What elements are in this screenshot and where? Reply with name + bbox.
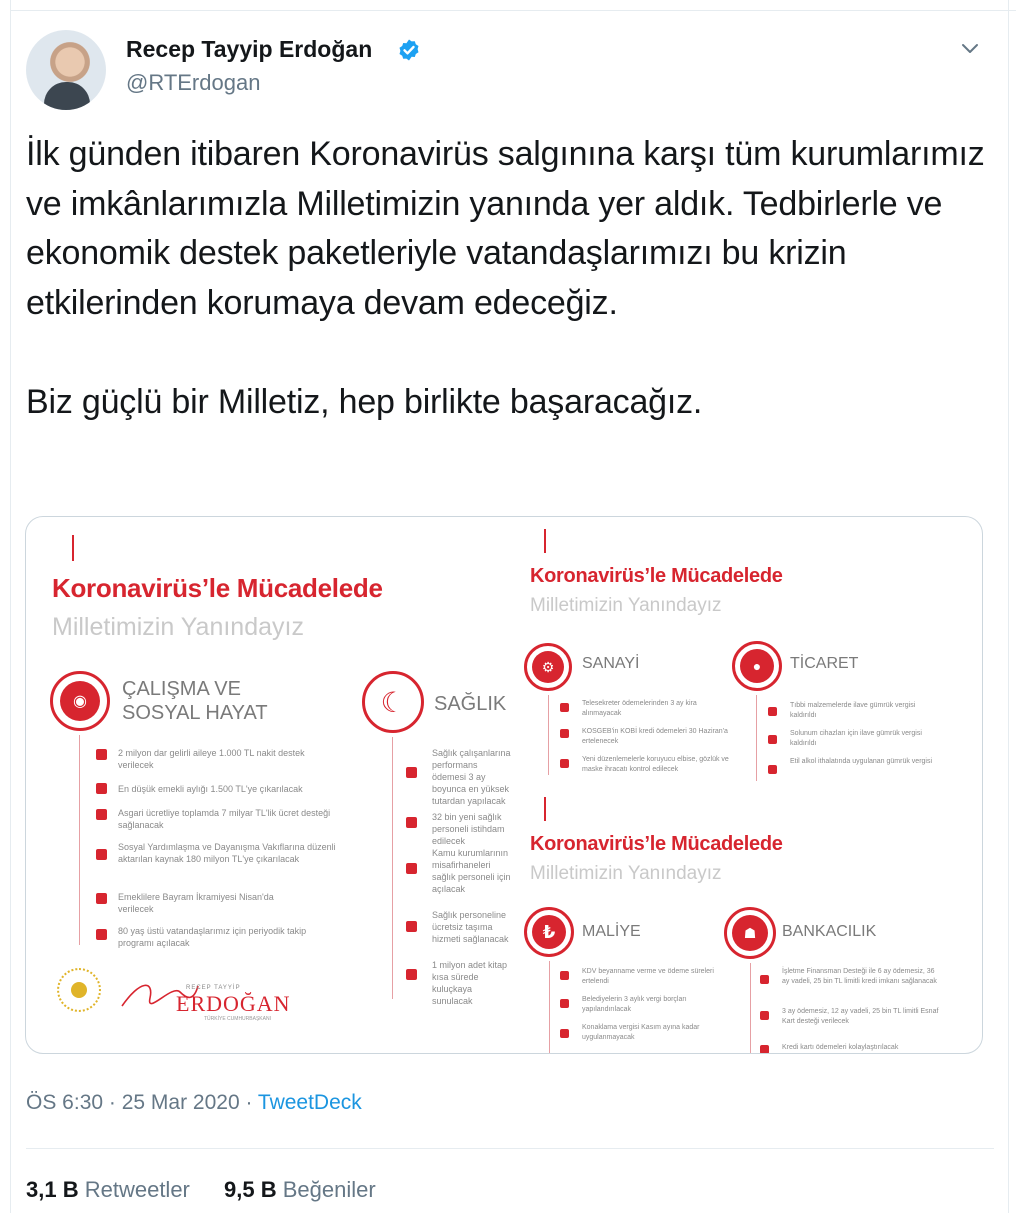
list-item: 2 milyon dar gelirli aileye 1.000 TL nakit destek verilecek xyxy=(118,748,305,770)
tweet-source-link[interactable]: TweetDeck xyxy=(257,1091,362,1114)
gears-icon: ⚙ xyxy=(524,643,572,691)
coin-icon xyxy=(96,809,107,820)
list-item: Tıbbi malzemelerde ilave gümrük vergisi kaldırıldı xyxy=(790,702,916,719)
crescent-icon: ☾ xyxy=(362,671,424,733)
list-item: Yeni düzenlemelerle koruyucu elbise, gözlük ve maske ihracatı kontrol edilecek xyxy=(582,756,729,773)
timeline-line xyxy=(750,963,751,1054)
tweet-paragraph: İlk günden itibaren Koronavirüs salgınına karşı tüm kurumlarımız ve imkânlarımızla Milletimizin yanında yer aldık. Tedbirlerle ve ekonomik destek paketleriyle vatandaşlarımızı bu krizin etkilerinden korumaya devam edeceğiz. xyxy=(26,135,985,322)
list-item: Kredi kartı ödemeleri kolaylaştırılacak xyxy=(782,1044,899,1051)
frame-top-border xyxy=(10,10,1016,11)
chevron-down-icon[interactable] xyxy=(958,36,982,60)
tweet-meta xyxy=(26,1091,362,1115)
list-item: Emeklilere Bayram İkramiyesi Nisan'da verilecek xyxy=(118,892,274,914)
credit-card-icon xyxy=(760,1045,769,1054)
infographic-title: Koronavirüs’le Mücadelede xyxy=(530,565,783,587)
finance-icon xyxy=(760,975,769,984)
mask-icon xyxy=(560,759,569,768)
infographic-subtitle: Milletimizin Yanındayız xyxy=(530,595,722,616)
tweet-media[interactable] xyxy=(25,516,983,1054)
respirator-icon xyxy=(768,735,777,744)
accent-bar xyxy=(544,797,546,821)
list-item: Sosyal Yardımlaşma ve Dayanışma Vakıflarına düzenli aktarılan kaynak 180 milyon TL'ye çıkarılacak xyxy=(118,842,336,864)
likes-label: Beğeniler xyxy=(282,1177,376,1202)
tweet-text xyxy=(26,130,996,427)
tweet-timestamp[interactable]: ÖS 6:30 · 25 Mar 2020 · xyxy=(26,1091,258,1114)
document-icon xyxy=(560,999,569,1008)
calisma-circle-icon: ◉ xyxy=(50,671,110,731)
list-item: KOSGEB'in KOBİ kredi ödemeleri 30 Haziran'a ertelenecek xyxy=(582,728,728,745)
list-item: Etil alkol ithalatında uygulanan gümrük vergisi xyxy=(790,758,933,765)
section-title-ticaret: TİCARET xyxy=(790,655,859,672)
frame-right-border xyxy=(1008,0,1009,1213)
tweet-paragraph: Biz güçlü bir Milletiz, hep birlikte başaracağız. xyxy=(26,382,703,421)
likes-count: 9,5 B xyxy=(224,1177,277,1202)
signature-title: TÜRKİYE CUMHURBAŞKANI xyxy=(204,1016,271,1022)
likes-stat[interactable] xyxy=(224,1177,376,1203)
list-item: Asgari ücretliye toplamda 7 milyar TL'lik ücret desteği sağlanacak xyxy=(118,808,331,830)
verified-badge-icon xyxy=(397,38,421,62)
stethoscope-icon xyxy=(406,767,417,778)
list-item: 32 bin yeni sağlık personeli istihdam edilecek xyxy=(432,812,505,846)
gift-icon xyxy=(96,893,107,904)
list-item: 1 milyon adet kitap kısa sürede kuluçkaya sunulacak xyxy=(432,960,508,1006)
lira-icon: ₺ xyxy=(524,907,574,957)
signature-name: ERDOĞAN xyxy=(176,991,291,1016)
trade-icon: ● xyxy=(732,641,782,691)
medical-icon xyxy=(768,707,777,716)
retweets-label: Retweetler xyxy=(84,1177,190,1202)
list-item: Belediyelerin 3 aylık vergi borçları yapılandırılacak xyxy=(582,996,687,1013)
timeline-line xyxy=(392,737,393,999)
bank-icon: ☗ xyxy=(724,907,776,959)
divider xyxy=(26,1148,994,1149)
bottle-icon xyxy=(768,765,777,774)
section-title-bankacilik: BANKACILIK xyxy=(782,923,877,940)
section-title-maliye: MALİYE xyxy=(582,923,641,940)
card-icon xyxy=(760,1011,769,1020)
list-item: En düşük emekli aylığı 1.500 TL'ye çıkarılacak xyxy=(118,784,303,794)
accent-bar xyxy=(72,535,74,561)
presidential-seal-icon xyxy=(57,968,101,1012)
factory-icon xyxy=(560,703,569,712)
infographic-title: Koronavirüs’le Mücadelede xyxy=(52,573,383,603)
pen-icon xyxy=(406,969,417,980)
author-handle[interactable]: @RTErdogan xyxy=(126,70,261,95)
calendar-icon xyxy=(560,729,569,738)
list-item: KDV beyanname verme ve ödeme süreleri ertelendi xyxy=(582,968,714,985)
signature-small-text: RECEP TAYYİP xyxy=(186,985,241,991)
section-title-saglik: SAĞLIK xyxy=(434,693,507,715)
clock-icon xyxy=(560,971,569,980)
timeline-line xyxy=(756,695,757,781)
retweets-stat[interactable] xyxy=(26,1177,190,1203)
avatar[interactable] xyxy=(26,30,106,110)
people-icon xyxy=(96,929,107,940)
accent-bar xyxy=(544,529,546,553)
list-item: Sağlık personeline ücretsiz taşıma hizmeti sağlanacak xyxy=(432,910,509,944)
list-item: İşletme Finansman Desteği ile 6 ay ödemesiz, 36 ay vadeli, 25 bin TL limitli kredi imkanı sağlanacak xyxy=(782,968,937,985)
section-title-sanayi: SANAYİ xyxy=(582,655,640,672)
list-item: 3 ay ödemesiz, 12 ay vadeli, 25 bin TL limitli Esnaf Kart desteği verilecek xyxy=(782,1008,939,1025)
timeline-line xyxy=(548,695,549,775)
timeline-line xyxy=(549,961,550,1054)
hands-icon xyxy=(96,849,107,860)
list-item: 80 yaş üstü vatandaşlarımız için periyodik takip programı açılacak xyxy=(118,926,307,948)
frame-left-border xyxy=(10,0,11,1213)
author-name[interactable]: Recep Tayyip Erdoğan xyxy=(126,36,373,62)
home-icon xyxy=(560,1029,569,1038)
list-item: Solunum cihazları için ilave gümrük vergisi kaldırıldı xyxy=(790,730,922,747)
wallet-icon xyxy=(96,783,107,794)
retweets-count: 3,1 B xyxy=(26,1177,79,1202)
bus-icon xyxy=(406,921,417,932)
infographic-title: Koronavirüs’le Mücadelede xyxy=(530,833,783,855)
building-icon xyxy=(406,863,417,874)
timeline-line xyxy=(79,735,80,945)
money-icon xyxy=(96,749,107,760)
infographic-subtitle: Milletimizin Yanındayız xyxy=(52,613,304,641)
list-item: Telesekreter ödemelerinden 3 ay kira alınmayacak xyxy=(582,700,697,717)
list-item: Kamu kurumlarının misafirhaneleri sağlık personeli için açılacak xyxy=(432,848,511,894)
tweet-stats xyxy=(26,1177,404,1203)
nurse-icon xyxy=(406,817,417,828)
list-item: Konaklama vergisi Kasım ayına kadar uygulanmayacak xyxy=(582,1024,700,1041)
section-title-calisma: ÇALIŞMA VE SOSYAL HAYAT xyxy=(122,678,268,724)
list-item: Sağlık çalışanlarına performans ödemesi 3 ay boyunca en yüksek tutardan yapılacak xyxy=(432,748,511,806)
infographic-subtitle: Milletimizin Yanındayız xyxy=(530,863,722,884)
